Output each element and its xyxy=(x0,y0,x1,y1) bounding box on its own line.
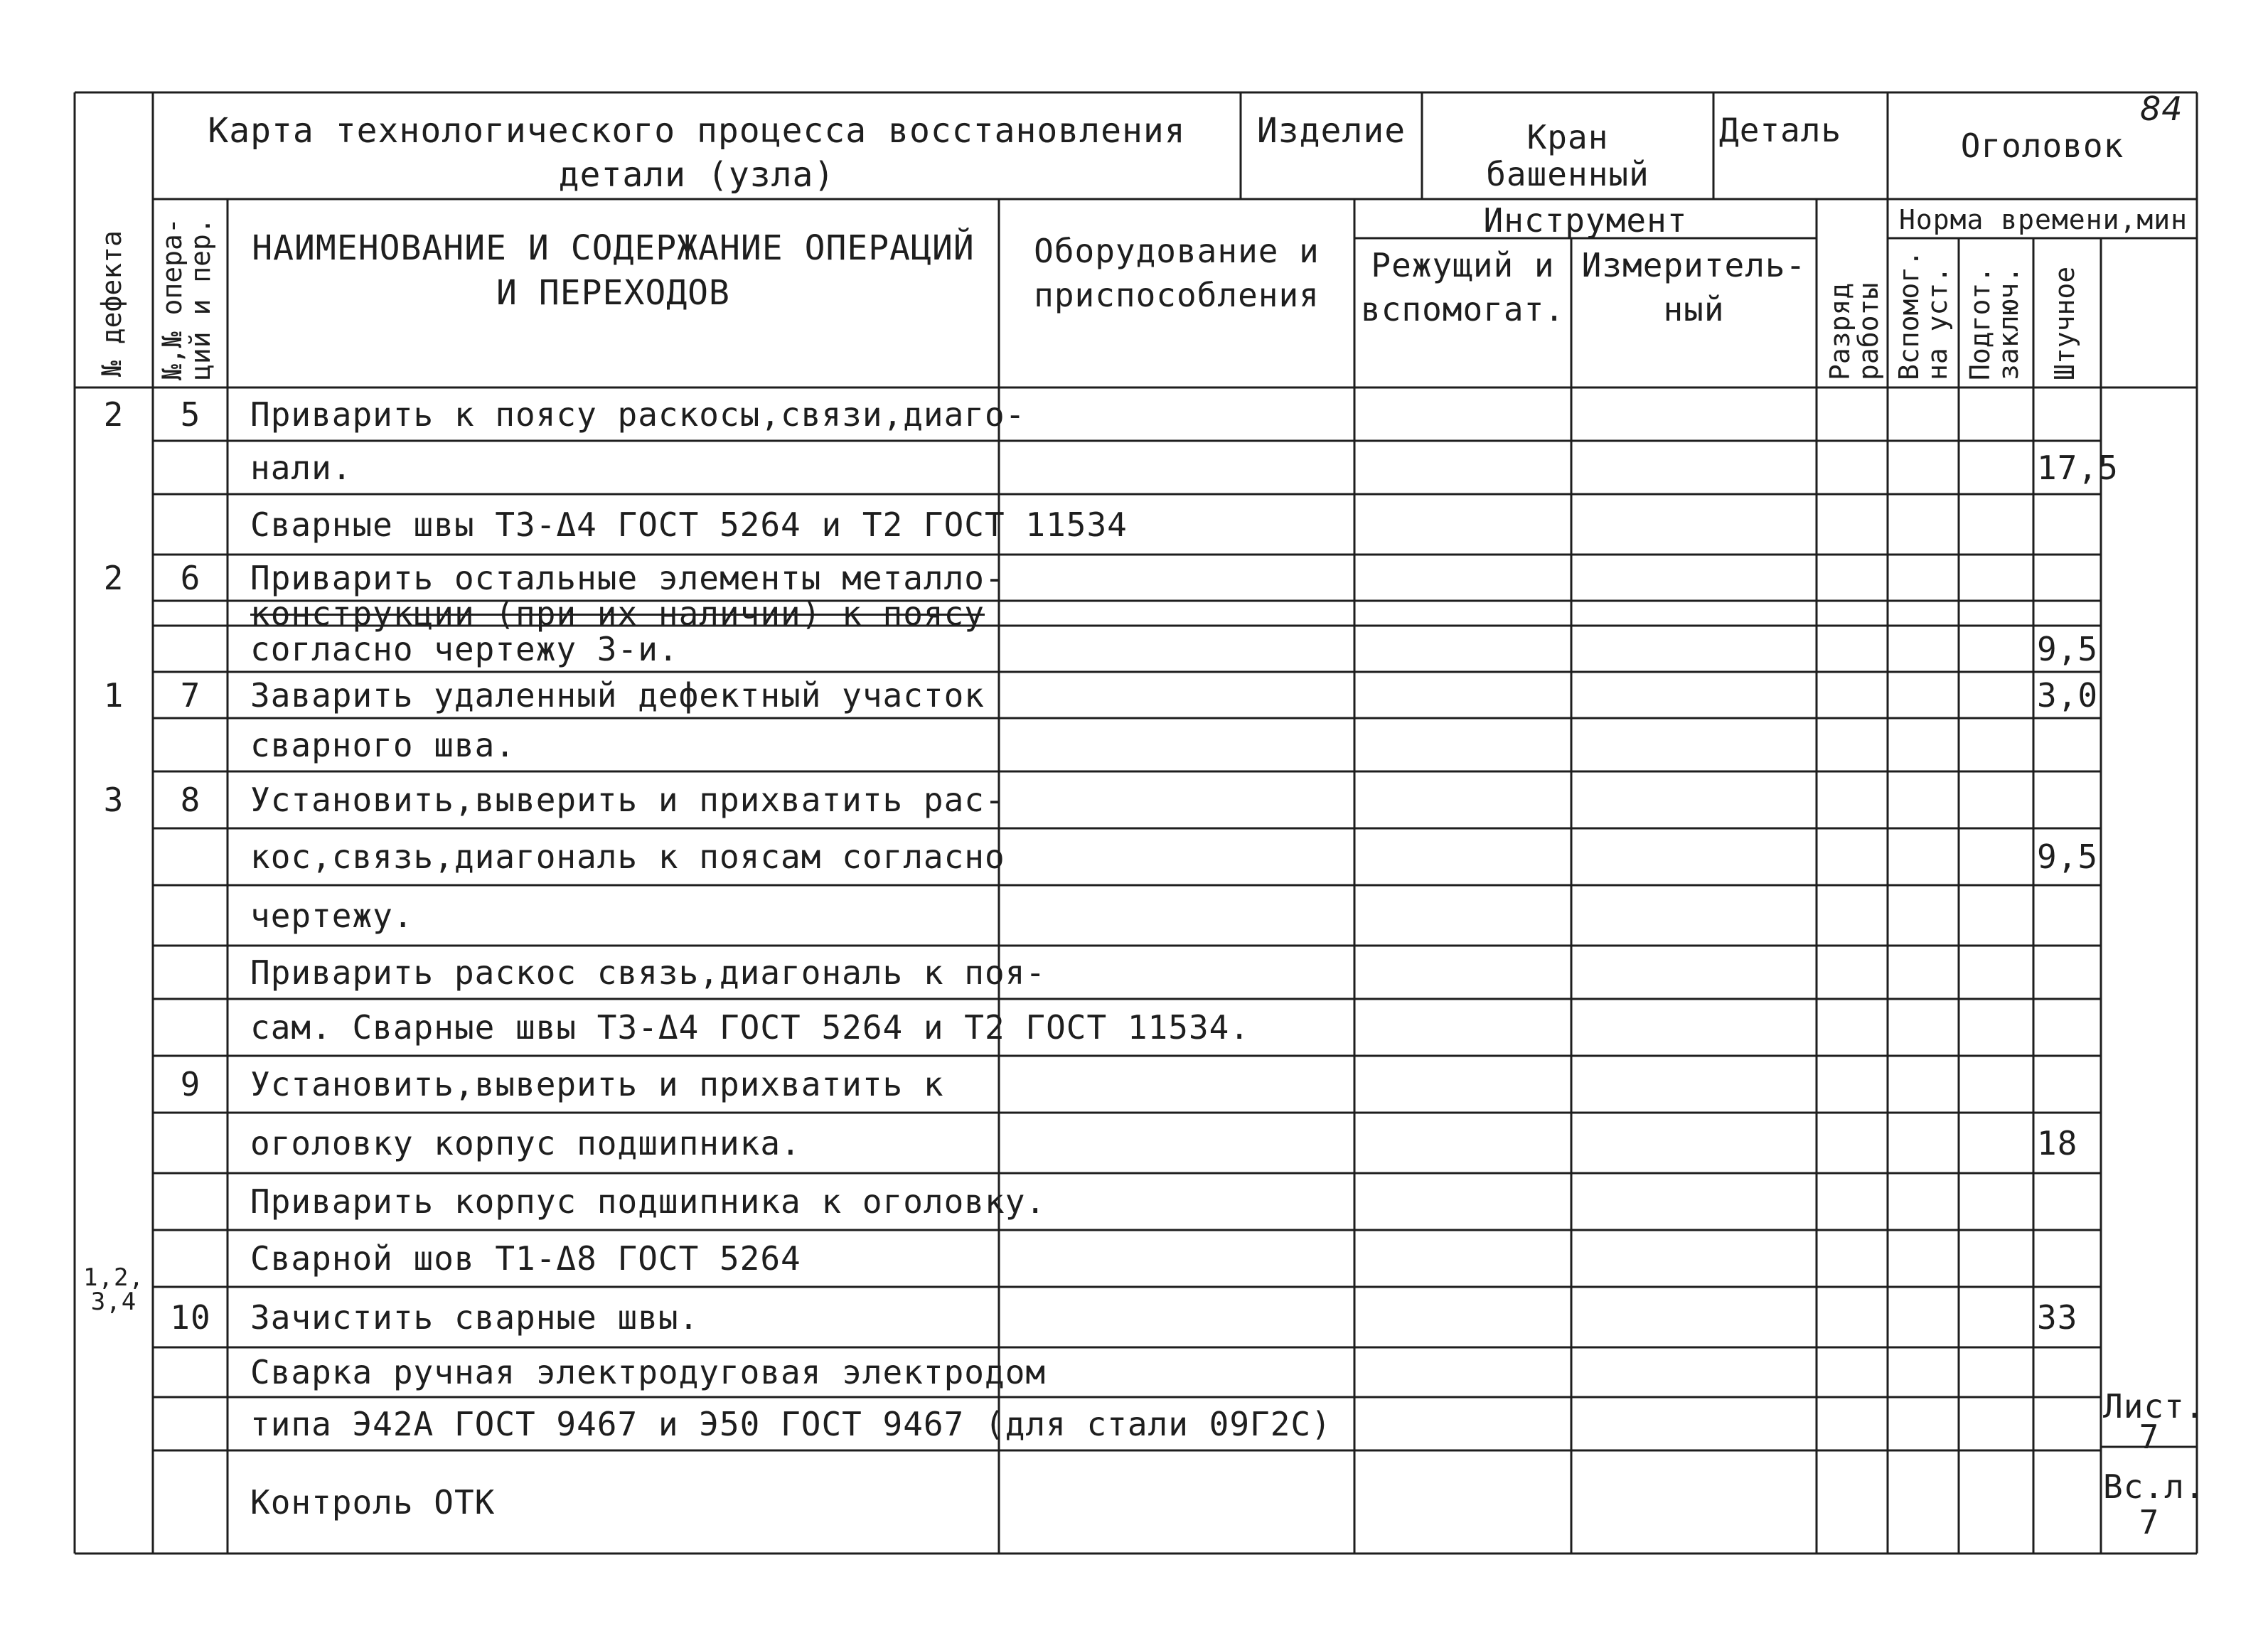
row-operation-text: конструкции (при их наличии) к поясу xyxy=(250,594,985,633)
row-defect-no: 3 xyxy=(103,781,124,819)
product-label: Изделие xyxy=(1256,111,1406,151)
col-time-group: Норма времени,мин xyxy=(1899,204,2188,235)
col-grade: Разряд работы xyxy=(1824,282,1884,380)
row-op-no: 5 xyxy=(180,395,201,434)
row-operation-text: Приварить остальные элементы металло- xyxy=(250,559,1005,597)
sheet-label: Лист. xyxy=(2103,1387,2205,1426)
row-op-no: 6 xyxy=(180,559,201,597)
col-time-piece: Штучное xyxy=(2049,266,2080,380)
row-operation-text: Приварить к поясу раскосы,связи,диаго- xyxy=(250,395,1026,434)
row-operation-text: Контроль ОТК xyxy=(250,1483,496,1522)
col-op-no: №,№ опера-ций и пер. xyxy=(156,218,216,380)
col-cutting-line1: Режущий и xyxy=(1371,246,1555,284)
row-operation-text: Сварной шов Т1-Δ8 ГОСТ 5264 xyxy=(250,1239,801,1278)
row-operation-text: Заварить удаленный дефектный участок xyxy=(250,676,985,715)
row-operation-text: согласно чертежу 3-и. xyxy=(250,630,679,668)
row-time-piece: 3,0 xyxy=(2037,676,2099,715)
row-operation-text: Приварить корпус подшипника к оголовку. xyxy=(250,1182,1047,1221)
row-operation-text: чертежу. xyxy=(250,897,414,935)
col-tool-group: Инструмент xyxy=(1483,201,1688,240)
row-operation-text: оголовку корпус подшипника. xyxy=(250,1124,801,1162)
row-operation-text: нали. xyxy=(250,449,353,487)
row-operation-text: сварного шва. xyxy=(250,726,516,764)
row-defect-no: 1 xyxy=(103,676,124,715)
row-operation-text: Установить,выверить и прихватить к xyxy=(250,1065,944,1103)
product-value-line1: Кран xyxy=(1526,118,1609,156)
page-number: 84 xyxy=(2140,90,2183,128)
row-operation-text: кос,связь,диагональ к поясам согласно xyxy=(250,838,1005,876)
col-operation-line2: И ПЕРЕХОДОВ xyxy=(496,273,730,313)
row-op-no: 7 xyxy=(180,676,201,715)
row-operation-text: Приварить раскос связь,диагональ к поя- xyxy=(250,953,1047,992)
row-op-no: 9 xyxy=(180,1065,201,1103)
col-operation-line1: НАИМЕНОВАНИЕ И СОДЕРЖАНИЕ ОПЕРАЦИЙ xyxy=(252,228,975,268)
row-op-no: 8 xyxy=(180,781,201,819)
col-equipment-line2: приспособления xyxy=(1034,276,1320,314)
row-time-piece: 17,5 xyxy=(2037,449,2119,487)
row-operation-text: Сварка ручная электродуговая электродом xyxy=(250,1353,1047,1391)
col-cutting-line2: вспомогат. xyxy=(1361,290,1565,328)
col-measuring-line1: Измеритель- xyxy=(1581,246,1807,284)
card-title-line1: Карта технологического процесса восстановления xyxy=(208,111,1186,151)
row-defect-no: 2 xyxy=(103,559,124,597)
row-defect-no: 2 xyxy=(103,395,124,434)
col-equipment-line1: Оборудование и xyxy=(1034,232,1320,270)
sheet-value: 7 xyxy=(2139,1418,2160,1456)
row-time-piece: 9,5 xyxy=(2037,630,2099,668)
row-operation-text: типа Э42А ГОСТ 9467 и Э50 ГОСТ 9467 (для стали 09Г2С) xyxy=(250,1405,1332,1443)
card-title-line2: детали (узла) xyxy=(558,155,835,195)
part-label: Деталь xyxy=(1719,111,1842,149)
row-time-piece: 33 xyxy=(2037,1298,2078,1337)
row-operation-text: сам. Сварные швы Т3-Δ4 ГОСТ 5264 и Т2 ГОСТ 11534. xyxy=(250,1008,1251,1047)
total-sheets-value: 7 xyxy=(2139,1503,2160,1541)
col-defect-no: № дефекта xyxy=(96,230,127,377)
col-time-aux: Вспомог. на уст. xyxy=(1893,250,1953,380)
total-sheets-label: Вс.л. xyxy=(2103,1467,2205,1506)
col-time-prep: Подгот. заключ. xyxy=(1964,266,2024,380)
row-operation-text: Зачистить сварные швы. xyxy=(250,1298,700,1337)
row-operation-text: Сварные швы Т3-Δ4 ГОСТ 5264 и Т2 ГОСТ 11534 xyxy=(250,506,1128,544)
row-defect-no: 1,2, 3,4 xyxy=(83,1263,144,1316)
product-value-line2: башенный xyxy=(1486,155,1649,193)
col-measuring-line2: ный xyxy=(1663,290,1725,328)
row-operation-text: Установить,выверить и прихватить рас- xyxy=(250,781,1005,819)
part-value: Оголовок xyxy=(1960,127,2124,165)
row-time-piece: 18 xyxy=(2037,1124,2078,1162)
row-op-no: 10 xyxy=(170,1298,211,1337)
row-time-piece: 9,5 xyxy=(2037,838,2099,876)
